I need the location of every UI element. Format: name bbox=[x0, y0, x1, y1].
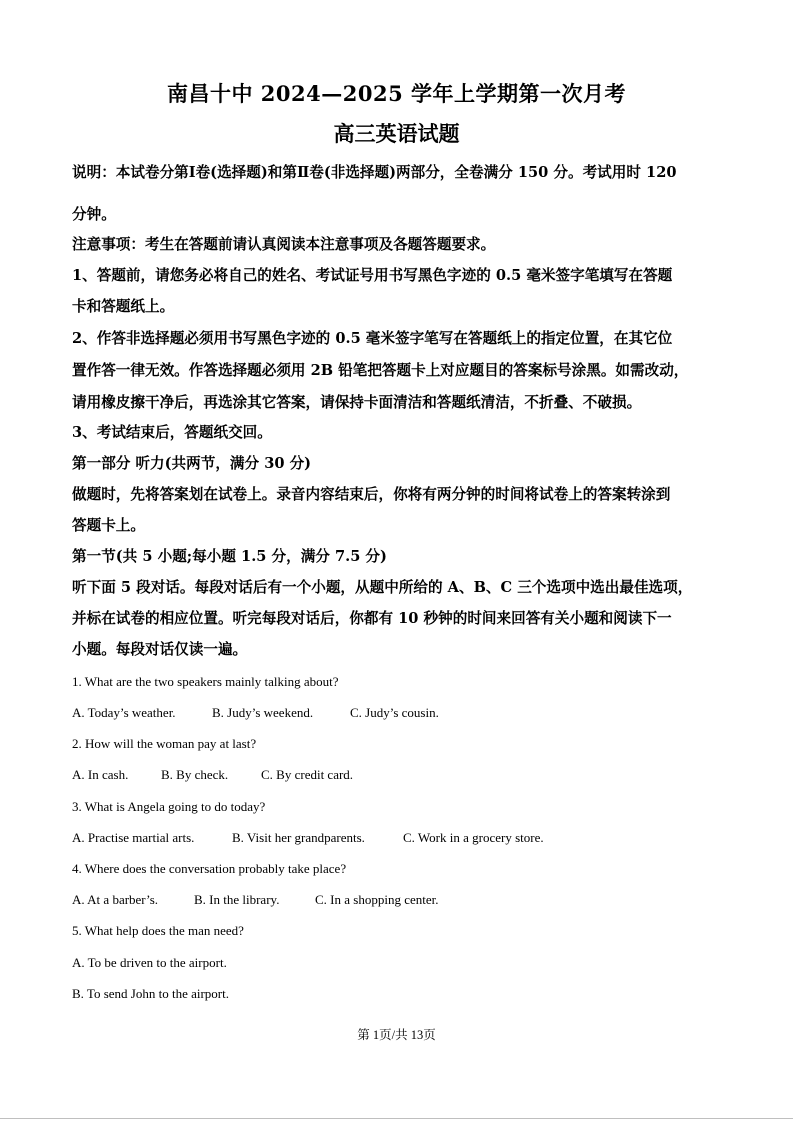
question-3: 3. What is Angela going to do today? bbox=[72, 799, 266, 814]
part1-desc-line-1: 做题时，先将答案划在试卷上。录音内容结束后，你将有两分钟的时间将试卷上的答案转涂到 bbox=[72, 486, 671, 503]
bottom-divider bbox=[0, 1118, 793, 1119]
item3-line: 3、考试结束后，答题纸交回。 bbox=[72, 424, 272, 441]
question-3-options bbox=[72, 829, 544, 847]
attention-line: 注意事项：考生在答题前请认真阅读本注意事项及各题答题要求。 bbox=[72, 236, 496, 253]
part1-heading: 第一部分 听力(共两节，满分 30 分) bbox=[72, 455, 312, 472]
q3-option-b: B. Visit her grandparents. bbox=[232, 830, 365, 845]
q1-option-b: B. Judy’s weekend. bbox=[212, 705, 314, 720]
item1-line-2: 卡和答题纸上。 bbox=[72, 298, 175, 315]
exam-subtitle: 高三英语试题 bbox=[333, 121, 460, 146]
q4-option-b: B. In the library. bbox=[194, 892, 280, 907]
question-5: 5. What help does the man need? bbox=[72, 923, 244, 938]
section1-desc-line-1: 听下面 5 段对话。每段对话后有一个小题，从题中所给的 A、B、C 三个选项中选出最佳选项， bbox=[72, 579, 693, 596]
question-4-options bbox=[72, 891, 438, 909]
exam-title: 南昌十中 2024—2025 学年上学期第一次月考 bbox=[166, 81, 626, 106]
q5-option-b: B. To send John to the airport. bbox=[72, 986, 230, 1001]
question-1-options bbox=[72, 704, 439, 722]
note-line-2: 分钟。 bbox=[72, 206, 116, 223]
item2-line-2: 置作答一律无效。作答选择题必须用 2B 铅笔把答题卡上对应题目的答案标号涂黑。如需改动， bbox=[72, 362, 689, 379]
question-1: 1. What are the two speakers mainly talking about? bbox=[72, 674, 339, 689]
note-line-1: 说明：本试卷分第Ⅰ卷(选择题)和第Ⅱ卷(非选择题)两部分，全卷满分 150 分。考试用时 120 bbox=[72, 164, 677, 181]
q3-option-c: C. Work in a grocery store. bbox=[403, 830, 544, 845]
q5-option-a: A. To be driven to the airport. bbox=[72, 955, 227, 970]
q1-option-a: A. Today’s weather. bbox=[72, 705, 176, 720]
question-2: 2. How will the woman pay at last? bbox=[72, 736, 257, 751]
q1-option-c: C. Judy’s cousin. bbox=[350, 705, 439, 720]
part1-desc-line-2: 答题卡上。 bbox=[72, 517, 145, 534]
item2-line-3: 请用橡皮擦干净后，再选涂其它答案，请保持卡面清洁和答题纸清洁，不折叠、不破损。 bbox=[72, 394, 642, 411]
section1-heading: 第一节(共 5 小题;每小题 1.5 分，满分 7.5 分) bbox=[72, 548, 387, 565]
q2-option-a: A. In cash. bbox=[72, 767, 129, 782]
section1-desc-line-2: 并标在试卷的相应位置。听完每段对话后，你都有 10 秒钟的时间来回答有关小题和阅读下一 bbox=[72, 610, 672, 627]
q4-option-c: C. In a shopping center. bbox=[315, 892, 439, 907]
q3-option-a: A. Practise martial arts. bbox=[72, 830, 195, 845]
q4-option-a: A. At a barber’s. bbox=[72, 892, 159, 907]
q2-option-c: C. By credit card. bbox=[261, 767, 354, 782]
item1-line-1: 1、答题前，请您务必将自己的姓名、考试证号用书写黑色字迹的 0.5 毫米签字笔填写在答题 bbox=[72, 267, 673, 284]
page-number: 第 1页/共 13页 bbox=[357, 1028, 436, 1042]
section1-desc-line-3: 小题。每段对话仅读一遍。 bbox=[72, 641, 248, 658]
q2-option-b: B. By check. bbox=[161, 767, 229, 782]
item2-line-1: 2、作答非选择题必须用书写黑色字迹的 0.5 毫米签字笔写在答题纸上的指定位置，在其它位 bbox=[72, 330, 673, 347]
question-2-options bbox=[72, 766, 353, 784]
question-4: 4. Where does the conversation probably take place? bbox=[72, 861, 347, 876]
